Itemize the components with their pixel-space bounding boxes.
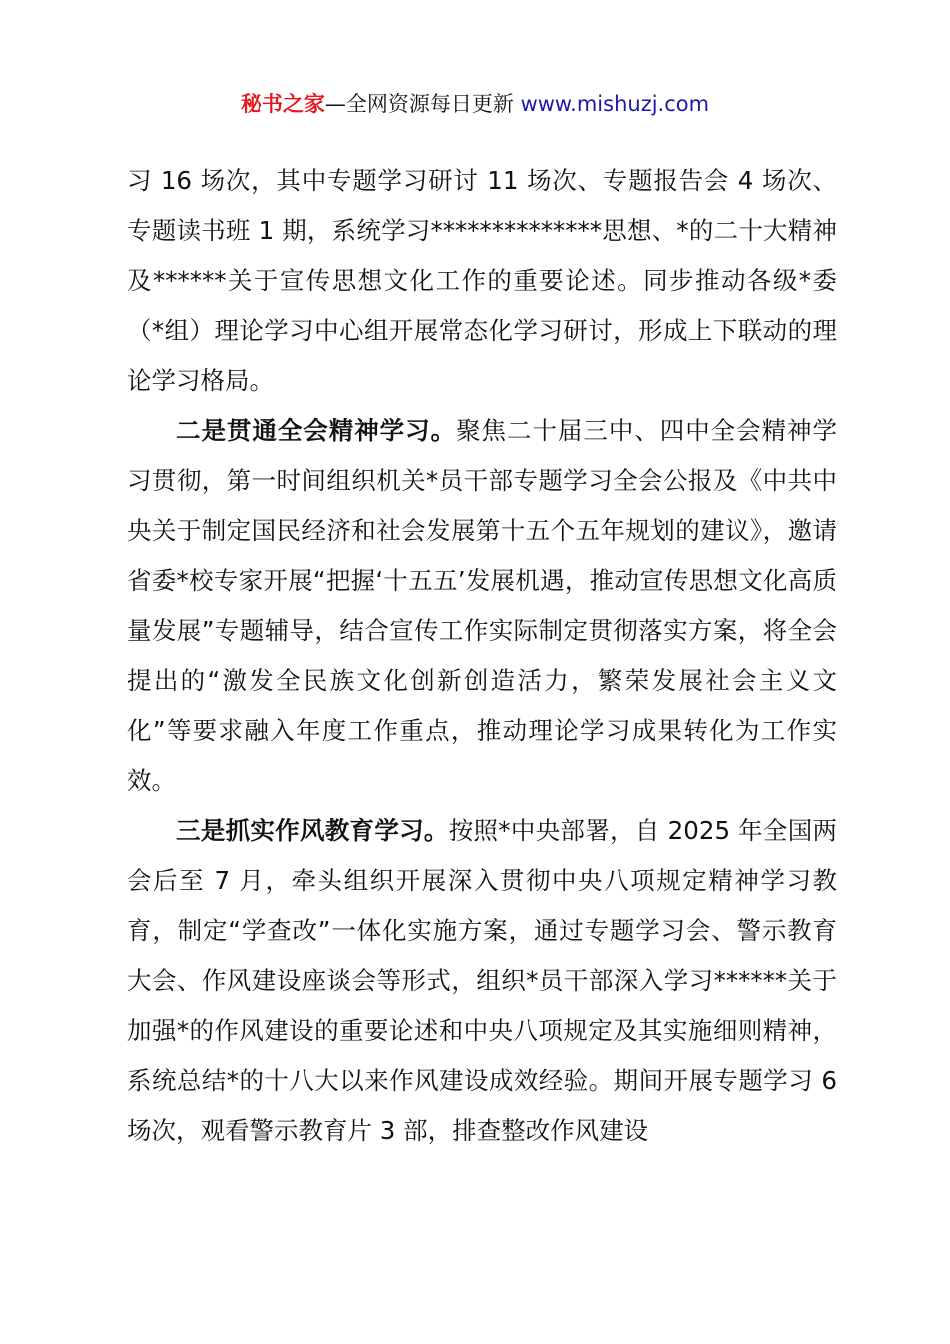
paragraph-continued bbox=[127, 156, 837, 406]
header-tagline: 全网资源每日更新 bbox=[345, 92, 521, 116]
paragraph-text: 按照*中央部署，自 2025 年全国两会后至 7 月，牵头组织开展深入贯彻中央八项规定精神学习教育，制定“学查改”一体化实施方案，通过专题学习会、警示教育大会、作风建设座谈会等形式，组织*员干部深入学习******关于加强*的作风建设的重要论述和中央八项规定及其实施细则精神，系统总结*的十八大以来作风建设成效经验。期间开展专题学习 6 场次，观看警示教育片 3 部，排查整改作风建设 bbox=[127, 816, 837, 1145]
site-url-link[interactable]: www.mishuzj.com bbox=[520, 92, 710, 116]
document-body bbox=[127, 156, 837, 1156]
paragraph-text: 聚焦二十届三中、四中全会精神学习贯彻，第一时间组织机关*员干部专题学习全会公报及《中共中央关于制定国民经济和社会发展第十五个五年规划的建议》，邀请省委*校专家开展“把握‘十五五’发展机遇，推动宣传思想文化高质量发展”专题辅导，结合宣传工作实际制定贯彻落实方案，将全会提出的“激发全民族文化创新创造活力，繁荣发展社会主义文化”等要求融入年度工作重点，推动理论学习成果转化为工作实效。 bbox=[127, 416, 838, 795]
paragraph-work-style bbox=[127, 806, 837, 1156]
paragraph-theory-plenary bbox=[127, 406, 837, 806]
page-header bbox=[0, 86, 950, 122]
site-brand: 秘书之家 bbox=[240, 92, 325, 116]
paragraph-lead: 二是贯通全会精神学习。 bbox=[176, 416, 457, 445]
paragraph-text: 习 16 场次，其中专题学习研讨 11 场次、专题报告会 4 场次、专题读书班 1 期，系统学习**************思想、*的二十大精神及******关于宣传思想文化工作的重要论述。同步推动各级*委（*组）理论学习中心组开展常态化学习研讨，形成上下联动的理论学习格局。 bbox=[127, 166, 837, 395]
header-separator: — bbox=[324, 92, 346, 116]
paragraph-lead: 三是抓实作风教育学习。 bbox=[176, 816, 449, 845]
